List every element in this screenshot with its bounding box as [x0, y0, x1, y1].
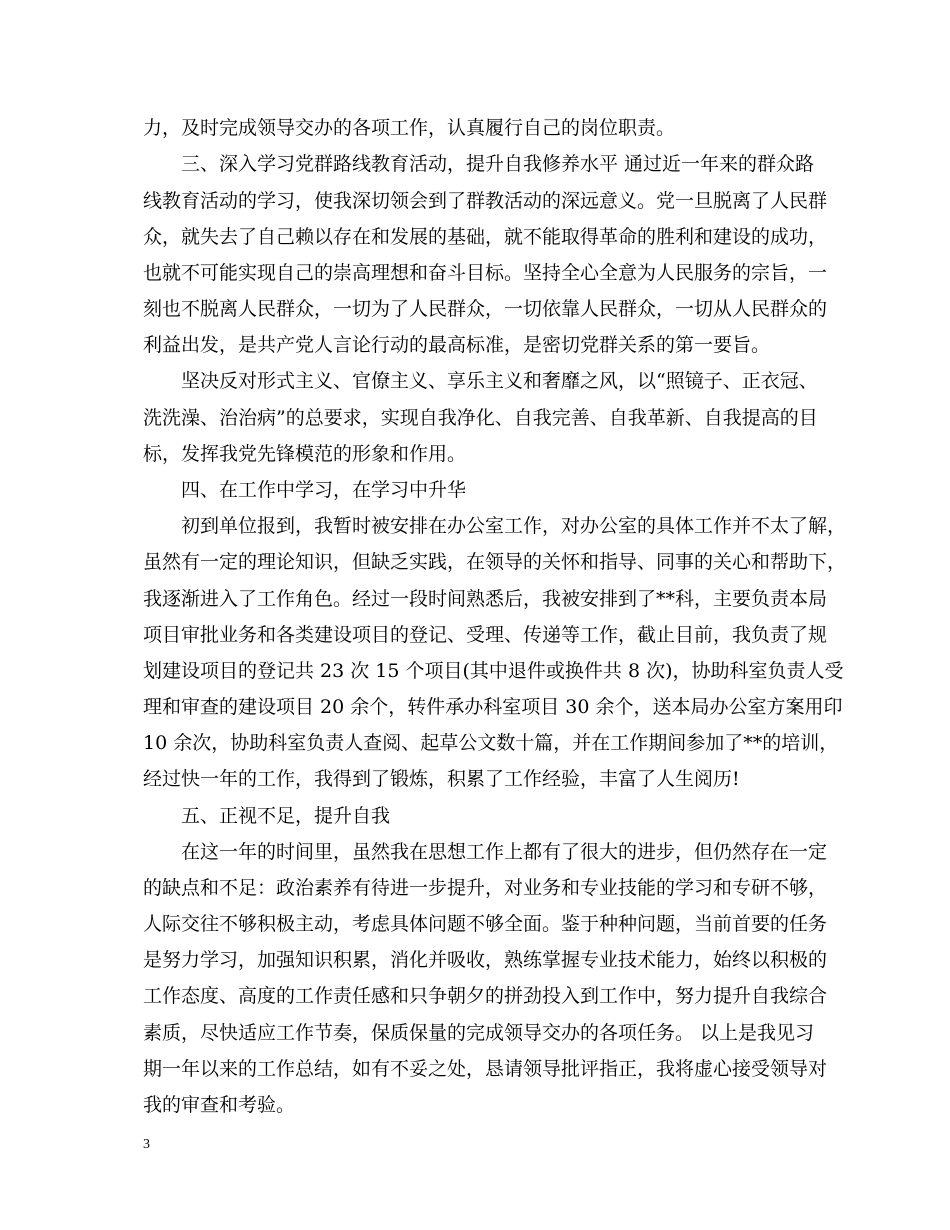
text-line: 10 余次，协助科室负责人查阅、起草公文数十篇，并在工作期间参加了**的培训， [143, 732, 839, 754]
text-line: 洗洗澡、治治病”的总要求，实现自我净化、自我完善、自我革新、自我提高的目 [143, 407, 818, 429]
page-number: 3 [143, 1137, 150, 1152]
text-line: 划建设项目的登记共 23 次 15 个项目(其中退件或换件共 8 次)，协助科室负责人受 [143, 660, 844, 682]
text-line: 三、深入学习党群路线教育活动，提升自我修养水平 通过近一年来的群众路 [143, 153, 815, 175]
text-line: 我逐渐进入了工作角色。经过一段时间熟悉后，我被安排到了**科，主要负责本局 [143, 588, 828, 610]
text-line: 刻也不脱离人民群众，一切为了人民群众，一切依靠人民群众，一切从人民群众的 [143, 298, 828, 320]
section-heading: 五、正视不足，提升自我 [143, 805, 391, 827]
text-line: 经过快一年的工作，我得到了锻炼，积累了工作经验，丰富了人生阅历! [143, 768, 740, 790]
text-line: 标，发挥我党先锋模范的形象和作用。 [143, 443, 467, 465]
text-line: 理和审查的建设项目 20 余个，转件承办科室项目 30 余个，送本局办公室方案用印 [143, 696, 843, 718]
text-line: 力，及时完成领导交办的各项工作，认真履行自己的岗位职责。 [143, 117, 676, 139]
text-line: 项目审批业务和各类建设项目的登记、受理、传递等工作，截止目前，我负责了规 [143, 624, 828, 646]
text-line: 利益出发，是共产党人言论行动的最高标准，是密切党群关系的第一要旨。 [143, 334, 771, 356]
text-line: 素质，尽快适应工作节奏，保质保量的完成领导交办的各项任务。 以上是我见习 [143, 1022, 815, 1044]
section-heading: 四、在工作中学习，在学习中升华 [143, 479, 467, 501]
text-line: 是努力学习，加强知识积累，消化并吸收，熟练掌握专业技术能力，始终以积极的 [143, 949, 828, 971]
text-line: 我的审查和考验。 [143, 1094, 296, 1116]
text-line: 的缺点和不足：政治素养有待进一步提升，对业务和专业技能的学习和专研不够， [143, 877, 828, 899]
text-line: 人际交往不够积极主动，考虑具体问题不够全面。鉴于种种问题，当前首要的任务 [143, 913, 828, 935]
text-line: 坚决反对形式主义、官僚主义、享乐主义和奢靡之风，以“照镜子、正衣冠、 [143, 370, 818, 392]
text-line: 工作态度、高度的工作责任感和只争朝夕的拼劲投入到工作中，努力提升自我综合 [143, 985, 828, 1007]
text-line: 在这一年的时间里，虽然我在思想工作上都有了很大的进步，但仍然存在一定 [143, 841, 828, 863]
text-line: 初到单位报到，我暂时被安排在办公室工作，对办公室的具体工作并不太了解， [143, 515, 847, 537]
text-line: 众，就失去了自己赖以存在和发展的基础，就不能取得革命的胜利和建设的成功， [143, 226, 828, 248]
text-line: 虽然有一定的理论知识，但缺乏实践，在领导的关怀和指导、同事的关心和帮助下， [143, 551, 847, 573]
text-line: 期一年以来的工作总结，如有不妥之处，恳请领导批评指正，我将虚心接受领导对 [143, 1058, 828, 1080]
text-line: 也就不可能实现自己的崇高理想和奋斗目标。坚持全心全意为人民服务的宗旨，一 [143, 262, 828, 284]
text-line: 线教育活动的学习，使我深切领会到了群教活动的深远意义。党一旦脱离了人民群 [143, 190, 828, 212]
